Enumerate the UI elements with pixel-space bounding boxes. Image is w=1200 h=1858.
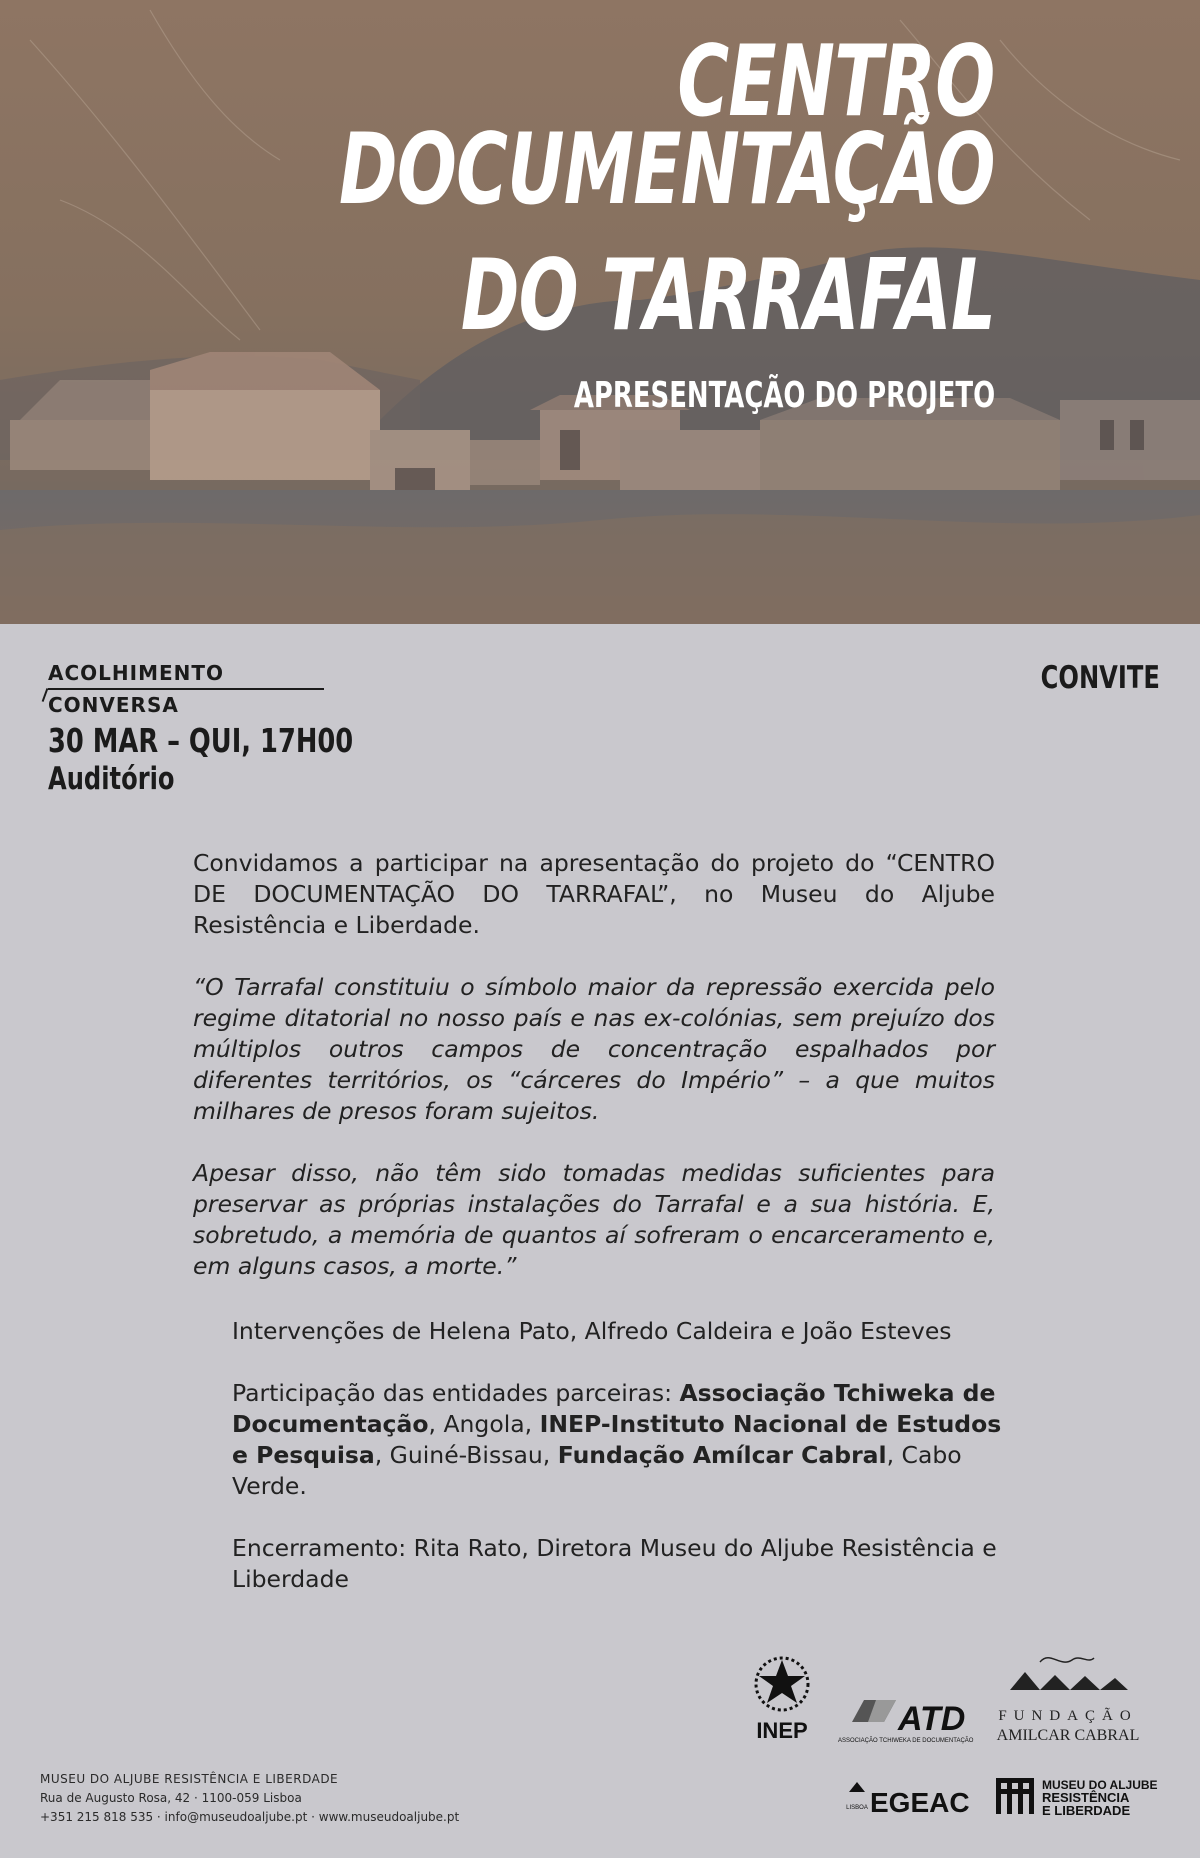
event-date: 30 MAR – QUI, 17H00 — [48, 721, 354, 760]
museu-aljube-logo — [996, 1778, 1158, 1818]
partner-inep: INEP-Instituto Nacional de Estudos e Pesquisa — [232, 1410, 1002, 1469]
label-conversa: CONVERSA — [48, 693, 179, 717]
footer-museum-name: MUSEU DO ALJUBE RESISTÊNCIA E LIBERDADE — [40, 1772, 339, 1786]
partner-atd: Associação Tchiweka de Documentação — [232, 1379, 996, 1438]
title-line-1: CENTRO — [677, 25, 995, 139]
interventions: Intervenções de Helena Pato, Alfredo Caldeira e João Esteves — [232, 1317, 952, 1345]
convite-label: CONVITE — [1040, 660, 1160, 696]
inep-text: INEP — [756, 1718, 808, 1743]
partner-inep-country: , Guiné-Bissau, — [374, 1441, 558, 1469]
aljube-line-2: RESISTÊNCIA — [1042, 1790, 1130, 1805]
event-place: Auditório — [48, 761, 175, 797]
aljube-line-3: E LIBERDADE — [1042, 1803, 1131, 1818]
fundacao-text: FUNDAÇÃO — [998, 1708, 1138, 1724]
quote-paragraph-2: Apesar disso, não têm sido tomadas medidas suficientes para preservar as próprias instalações do Tarrafal e a sua história. E, sobretudo, a memória de quantos aí sofreram o encarceramento e, em alguns casos, a morte.” — [193, 1159, 995, 1280]
atd-caption: ASSOCIAÇÃO TCHIWEKA DE DOCUMENTAÇÃO — [838, 1738, 974, 1744]
subtitle: APRESENTAÇÃO DO PROJETO — [573, 375, 995, 416]
intro-paragraph: Convidamos a participar na apresentação do projeto do “CENTRO DE DOCUMENTAÇÃO DO TARRAFAL”, no Museu do Aljube Resistência e Liberdade. — [193, 849, 995, 939]
atd-logo — [838, 1700, 974, 1744]
partner-atd-country: , Angola, — [428, 1410, 540, 1438]
aljube-line-1: MUSEU DO ALJUBE — [1042, 1778, 1158, 1792]
label-acolhimento: ACOLHIMENTO — [48, 661, 225, 685]
quote-paragraph-1: “O Tarrafal constituiu o símbolo maior da repressão exercida pelo regime ditatorial no nosso país e nas ex-colónias, sem prejuízo dos múltiplos outros campos de concentração espalhados por diferentes territórios, os “cárceres do Império” – a que muitos milhares de presos foram sujeitos. — [193, 973, 995, 1125]
atd-text: ATD — [898, 1700, 966, 1738]
closing: Encerramento: Rita Rato, Diretora Museu do Aljube Resistência e Liberdade — [232, 1534, 997, 1593]
title-line-2: DOCUMENTAÇÃO — [339, 113, 995, 227]
egeac-text: EGEAC — [870, 1787, 970, 1818]
inep-logo — [756, 1658, 808, 1743]
partners-prefix: Participação das entidades parceiras: — [232, 1379, 680, 1407]
footer-address: Rua de Augusto Rosa, 42 · 1100-059 Lisboa — [40, 1791, 302, 1805]
amilcar-cabral-text: AMILCAR CABRAL — [996, 1727, 1140, 1744]
footer — [40, 1770, 459, 1827]
partner-fundacao-country: , Cabo Verde. — [232, 1441, 962, 1500]
lisboa-text: LISBOA — [846, 1805, 868, 1811]
egeac-logo — [846, 1782, 969, 1818]
title-line-3: DO TARRAFAL — [460, 239, 995, 353]
partner-fundacao: Fundação Amílcar Cabral — [557, 1441, 887, 1469]
fundacao-amilcar-cabral-logo — [997, 1658, 1140, 1744]
footer-contacts: +351 215 818 535 · info@museudoaljube.pt · www.museudoaljube.pt — [40, 1810, 460, 1824]
